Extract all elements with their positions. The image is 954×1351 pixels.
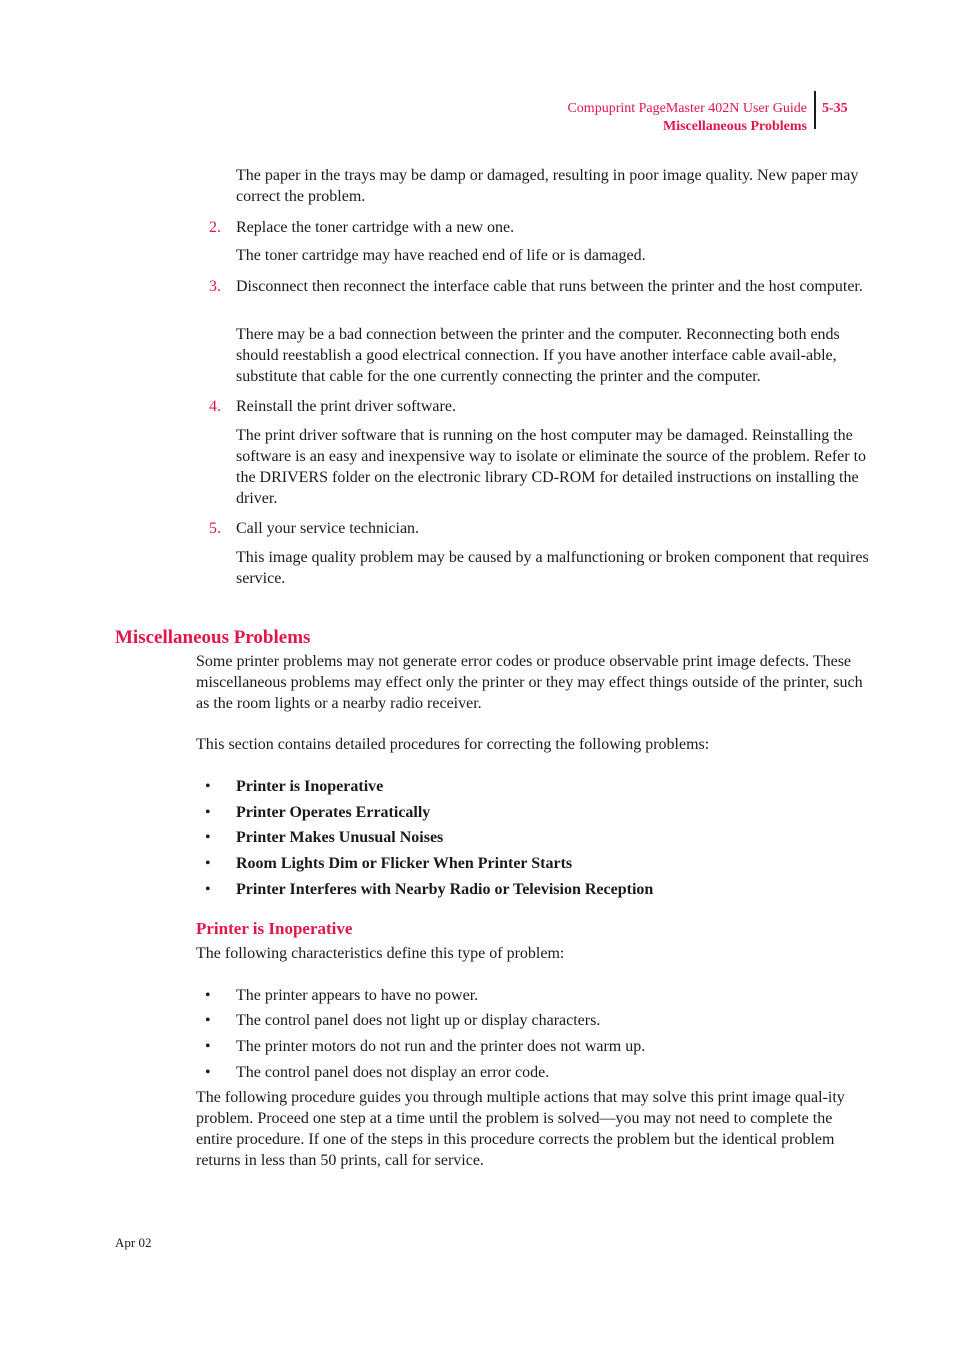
bullet: • bbox=[205, 1064, 211, 1081]
header-guide-title: Compuprint PageMaster 402N User Guide bbox=[567, 101, 807, 116]
problem-list-item: Printer is Inoperative bbox=[236, 778, 384, 795]
bullet: • bbox=[205, 855, 211, 872]
step-action: Disconnect then reconnect the interface cable that runs between the printer and the host computer. bbox=[236, 278, 863, 295]
step-number: 2. bbox=[209, 219, 221, 236]
header-divider bbox=[814, 91, 816, 129]
section-heading: Miscellaneous Problems bbox=[115, 627, 311, 648]
bullet: • bbox=[205, 1012, 211, 1029]
footer-date: Apr 02 bbox=[115, 1235, 152, 1250]
bullet: • bbox=[205, 829, 211, 846]
characteristic-item: The control panel does not light up or display characters. bbox=[236, 1012, 601, 1029]
subsection-intro: The following characteristics define this type of problem: bbox=[196, 945, 565, 962]
section-paragraph: Some printer problems may not generate error codes or produce observable print image defects. These miscellaneous problems may effect only the printer or they may effect things outside of the printer, such as the room lights or a nearby radio receiver. bbox=[196, 653, 863, 712]
subsection-heading: Printer is Inoperative bbox=[196, 919, 353, 938]
step-detail: The print driver software that is running on the host computer may be damaged. Reinstalling the software is an easy and inexpensive way to isolate or eliminate the source of the problem. Refer to the DRIVERS folder on the electronic library CD-ROM for detailed instructions on installing the driver. bbox=[236, 427, 867, 507]
step-detail: There may be a bad connection between the printer and the computer. Reconnecting both ends should reestablish a good electrical connection. If you have another interface cable avail-able, substitute that cable for the one currently connecting the printer and the computer. bbox=[236, 326, 840, 385]
characteristic-item: The printer appears to have no power. bbox=[236, 987, 479, 1004]
procedure-paragraph: The following procedure guides you through multiple actions that may solve this print image qual-ity problem. Proceed one step at a time until the problem is solved—you may not need to complete the entire procedure. If one of the steps in this procedure corrects the problem but the identical problem returns in less than 50 prints, call for service. bbox=[196, 1089, 845, 1169]
step-action: Replace the toner cartridge with a new one. bbox=[236, 219, 515, 236]
bullet: • bbox=[205, 778, 211, 795]
header-section-title: Miscellaneous Problems bbox=[662, 119, 807, 134]
characteristic-item: The printer motors do not run and the printer does not warm up. bbox=[236, 1038, 646, 1055]
step-number: 3. bbox=[209, 278, 221, 295]
bullet: • bbox=[205, 1038, 211, 1055]
problem-list-item: Printer Operates Erratically bbox=[236, 804, 431, 821]
step-action: Call your service technician. bbox=[236, 520, 420, 537]
problem-list-item: Printer Interferes with Nearby Radio or Television Reception bbox=[236, 881, 654, 898]
characteristic-item: The control panel does not display an error code. bbox=[236, 1064, 550, 1081]
page-number: 5-35 bbox=[822, 101, 848, 116]
step-number: 5. bbox=[209, 520, 221, 537]
step-action: Reinstall the print driver software. bbox=[236, 398, 456, 415]
bullet: • bbox=[205, 804, 211, 821]
step-detail: This image quality problem may be caused by a malfunctioning or broken component that requires service. bbox=[236, 549, 869, 587]
problem-list-item: Room Lights Dim or Flicker When Printer Starts bbox=[236, 855, 573, 872]
problem-list-item: Printer Makes Unusual Noises bbox=[236, 829, 444, 846]
section-paragraph: This section contains detailed procedures for correcting the following problems: bbox=[196, 736, 710, 753]
bullet: • bbox=[205, 881, 211, 898]
intro-paragraph: The paper in the trays may be damp or damaged, resulting in poor image quality. New paper may correct the problem. bbox=[236, 167, 859, 205]
bullet: • bbox=[205, 987, 211, 1004]
step-number: 4. bbox=[209, 398, 221, 415]
step-detail: The toner cartridge may have reached end of life or is damaged. bbox=[236, 247, 646, 264]
